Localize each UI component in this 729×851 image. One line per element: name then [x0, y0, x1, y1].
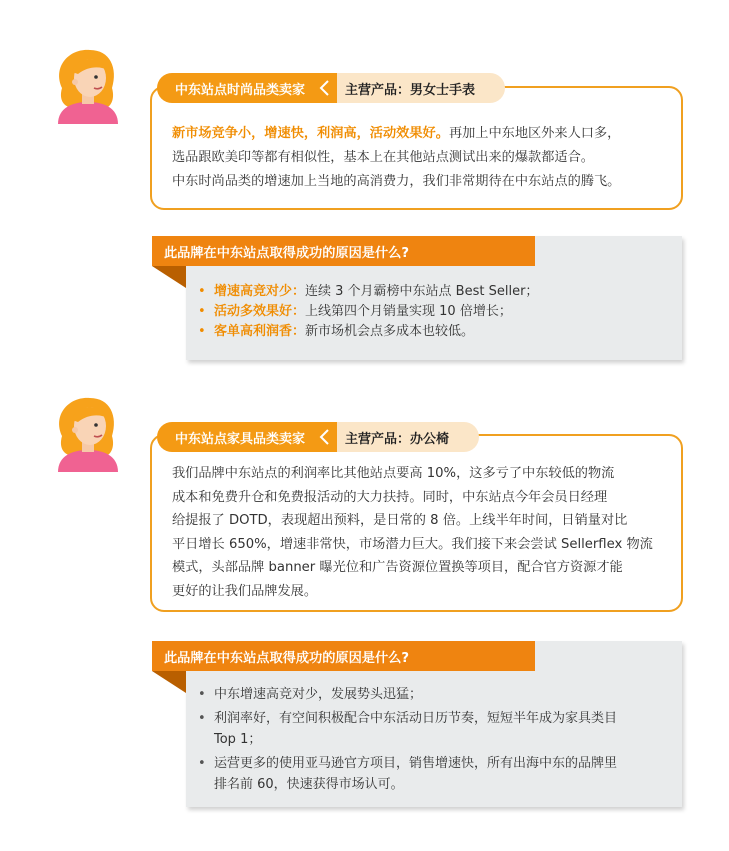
chevron-left-icon [315, 73, 337, 103]
woman-avatar-icon [48, 44, 128, 124]
success-reason-list-1 [198, 282, 538, 342]
woman-avatar-icon [48, 392, 128, 472]
seller-category-label: 中东站点家具品类卖家 [157, 422, 315, 452]
seller-category-label: 中东站点时尚品类卖家 [157, 73, 315, 103]
seller-tag-1 [157, 73, 505, 103]
list-item: • 利润率好，有空间积极配合中东活动日历节奏，短短半年成为家具类目 Top 1； [198, 708, 668, 750]
seller-quote-text-2 [172, 462, 692, 603]
chevron-left-icon [315, 422, 337, 452]
quote-line: 给提报了 DOTD，表现超出预料，是日常的 8 倍。上线半年时间，日销量对比 [172, 513, 628, 528]
quote-line: 成本和免费升仓和免费报活动的大力扶持。同时，中东站点今年会员日经理 [172, 489, 608, 505]
quote-line: 更好的让我们品牌发展。 [172, 583, 318, 599]
main-product-label: 主营产品：办公椅 [337, 422, 479, 452]
ribbon-fold [152, 266, 186, 288]
quote-highlight: 新市场竞争小，增速快，利润高，活动效果好。 [172, 126, 449, 141]
success-reason-title-1: 此品牌在中东站点取得成功的原因是什么? [152, 236, 535, 266]
ribbon-fold [152, 671, 186, 693]
list-item: • 增速高竞对少：连续 3 个月霸榜中东站点 Best Seller； [198, 282, 538, 302]
seller-tag-2 [157, 422, 479, 452]
quote-line-3: 中东时尚品类的增速加上当地的高消费力，我们非常期待在中东站点的腾飞。 [172, 174, 621, 189]
quote-line-2: 选品跟欧美印等都有相似性，基本上在其他站点测试出来的爆款都适合。 [172, 150, 594, 165]
quote-line: 平日增长 650%，增速非常快，市场潜力巨大。我们接下来会尝试 Sellerflex 物流 [172, 536, 653, 552]
success-reason-title-2: 此品牌在中东站点取得成功的原因是什么? [152, 641, 535, 671]
quote-line: 我们品牌中东站点的利润率比其他站点要高 10%，这多亏了中东较低的物流 [172, 466, 615, 481]
seller-quote-text-1 [172, 122, 692, 194]
success-reason-list-2 [198, 684, 668, 795]
list-item: • 运营更多的使用亚马逊官方项目，销售增速快，所有出海中东的品牌里 排名前 60，快速获得市场认可。 [198, 753, 668, 795]
list-item: • 中东增速高竞对少，发展势头迅猛； [198, 684, 668, 705]
list-item: • 客单高利润香：新市场机会点多成本也较低。 [198, 322, 538, 342]
quote-line-1: 再加上中东地区外来人口多， [448, 126, 621, 141]
list-item: • 活动多效果好：上线第四个月销量实现 10 倍增长； [198, 302, 538, 322]
main-product-label: 主营产品：男女士手表 [337, 73, 505, 103]
quote-line: 模式，头部品牌 banner 曝光位和广告资源位置换等项目，配合官方资源才能 [172, 560, 623, 575]
